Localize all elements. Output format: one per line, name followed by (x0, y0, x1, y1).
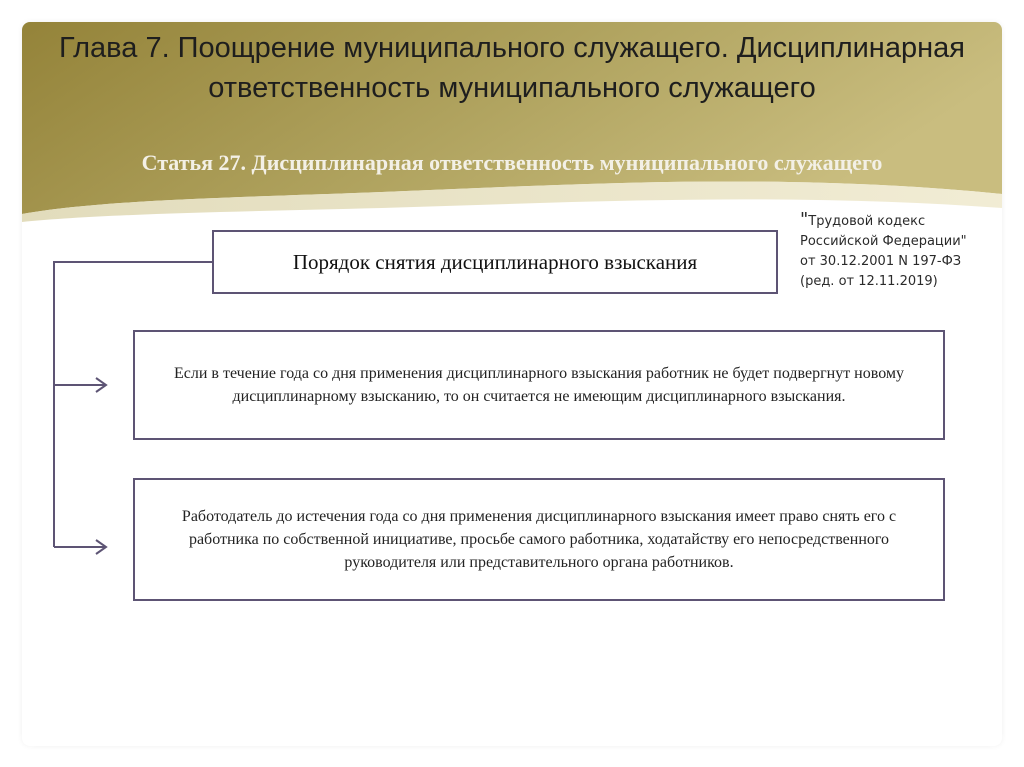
rule-box-1 (133, 330, 945, 440)
slide (22, 22, 1002, 746)
rule-text-2: Работодатель до истечения года со дня применения дисциплинарного взыскания имеет право снять его с работника по собственной инициативе, просьбе самого работника, ходатайству его непосредственного руководителя или представительного органа работников. (181, 508, 897, 571)
diagram-heading: Порядок снятия дисциплинарного взыскания (212, 230, 778, 294)
source-text: Трудовой кодекс Российской Федерации" от 30.12.2001 N 197-ФЗ (ред. от 12.11.2019) (800, 214, 967, 289)
rule-box-2 (133, 478, 945, 601)
rule-text-1: Если в течение года со дня применения дисциплинарного взыскания работник не будет подвергнут новому дисциплинарному взысканию, то он считается не имеющим дисциплинарного взыскания. (173, 365, 905, 405)
source-open-quote: " (800, 209, 809, 230)
chapter-title: Глава 7. Поощрение муниципального служащего. Дисциплинарная ответственность муниципального служащего (59, 32, 965, 104)
article-title: Статья 27. Дисциплинарная ответственность муниципального служащего (141, 150, 883, 175)
